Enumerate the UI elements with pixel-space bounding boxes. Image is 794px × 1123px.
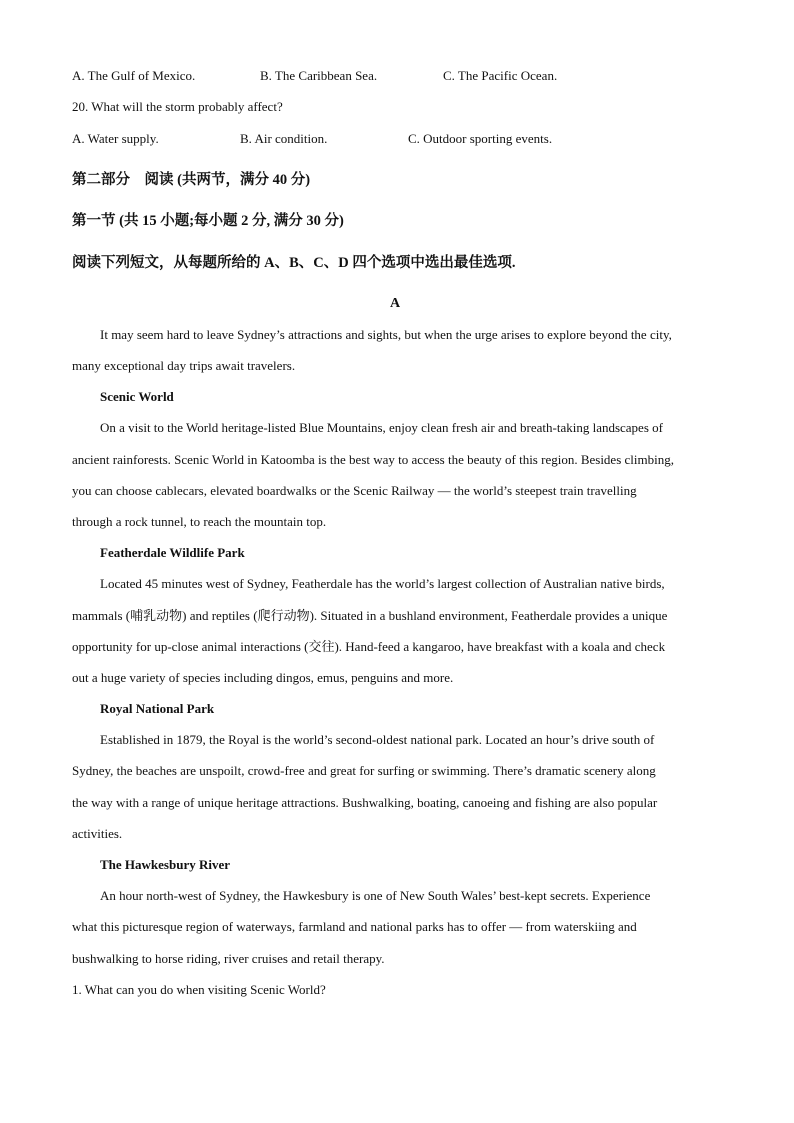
- section-heading-hawkesbury: The Hawkesbury River: [100, 857, 230, 872]
- paragraph-line: opportunity for up-close animal interactions (交往). Hand-feed a kangaroo, have breakfast with a koala and check: [72, 639, 666, 654]
- paragraph-line: An hour north-west of Sydney, the Hawkesbury is one of New South Wales’ best-kept secrets. Experience: [100, 888, 651, 903]
- section1-title: 第一节 (共 15 小题;每小题 2 分, 满分 30 分): [72, 213, 344, 229]
- section-heading-featherdale: Featherdale Wildlife Park: [100, 545, 245, 560]
- q20-option-c: C. Outdoor sporting events.: [408, 131, 553, 146]
- q20-option-a: A. Water supply.: [72, 131, 159, 146]
- paragraph-line: Sydney, the beaches are unspoilt, crowd-free and great for surfing or swimming. There’s dramatic scenery along: [72, 763, 656, 778]
- reading-instruction: 阅读下列短文，从每题所给的 A、B、C、D 四个选项中选出最佳选项.: [72, 255, 516, 271]
- q20-stem: 20. What will the storm probably affect?: [72, 99, 283, 114]
- section-heading-scenic-world: Scenic World: [100, 389, 174, 404]
- paragraph-line: ancient rainforests. Scenic World in Katoomba is the best way to access the beauty of this region. Besides climbing,: [72, 452, 674, 467]
- passage-intro-line: It may seem hard to leave Sydney’s attractions and sights, but when the urge arises to explore beyond the city,: [100, 327, 672, 342]
- paragraph-line: Located 45 minutes west of Sydney, Featherdale has the world’s largest collection of Australian native birds,: [100, 576, 665, 591]
- paragraph-line: the way with a range of unique heritage attractions. Bushwalking, boating, canoeing and fishing are also popular: [72, 795, 658, 810]
- passage-label: A: [390, 296, 401, 311]
- paragraph-line: activities.: [72, 826, 123, 841]
- paragraph-line: out a huge variety of species including dingos, emus, penguins and more.: [72, 670, 454, 685]
- paragraph-line: you can choose cablecars, elevated boardwalks or the Scenic Railway — the world’s steepest train travelling: [72, 483, 637, 498]
- paragraph-line: what this picturesque region of waterways, farmland and national parks has to offer — from waterskiing and: [72, 919, 637, 934]
- paragraph-line: On a visit to the World heritage-listed Blue Mountains, enjoy clean fresh air and breath-taking landscapes of: [100, 420, 663, 435]
- q19-option-a: A. The Gulf of Mexico.: [72, 68, 196, 83]
- section-heading-royal-national-park: Royal National Park: [100, 701, 215, 716]
- passage-intro-line: many exceptional day trips await travelers.: [72, 358, 296, 373]
- q19-option-b: B. The Caribbean Sea.: [260, 68, 378, 83]
- q20-option-b: B. Air condition.: [240, 131, 328, 146]
- paragraph-line: mammals (哺乳动物) and reptiles (爬行动物). Situated in a bushland environment, Featherdale provides a unique: [72, 608, 668, 623]
- q1-stem: 1. What can you do when visiting Scenic World?: [72, 982, 326, 997]
- paragraph-line: bushwalking to horse riding, river cruises and retail therapy.: [72, 951, 385, 966]
- paragraph-line: Established in 1879, the Royal is the world’s second-oldest national park. Located an hour’s drive south of: [100, 732, 655, 747]
- part2-title: 第二部分 阅读 (共两节，满分 40 分): [72, 172, 311, 188]
- q19-option-c: C. The Pacific Ocean.: [443, 68, 558, 83]
- paragraph-line: through a rock tunnel, to reach the mountain top.: [72, 514, 327, 529]
